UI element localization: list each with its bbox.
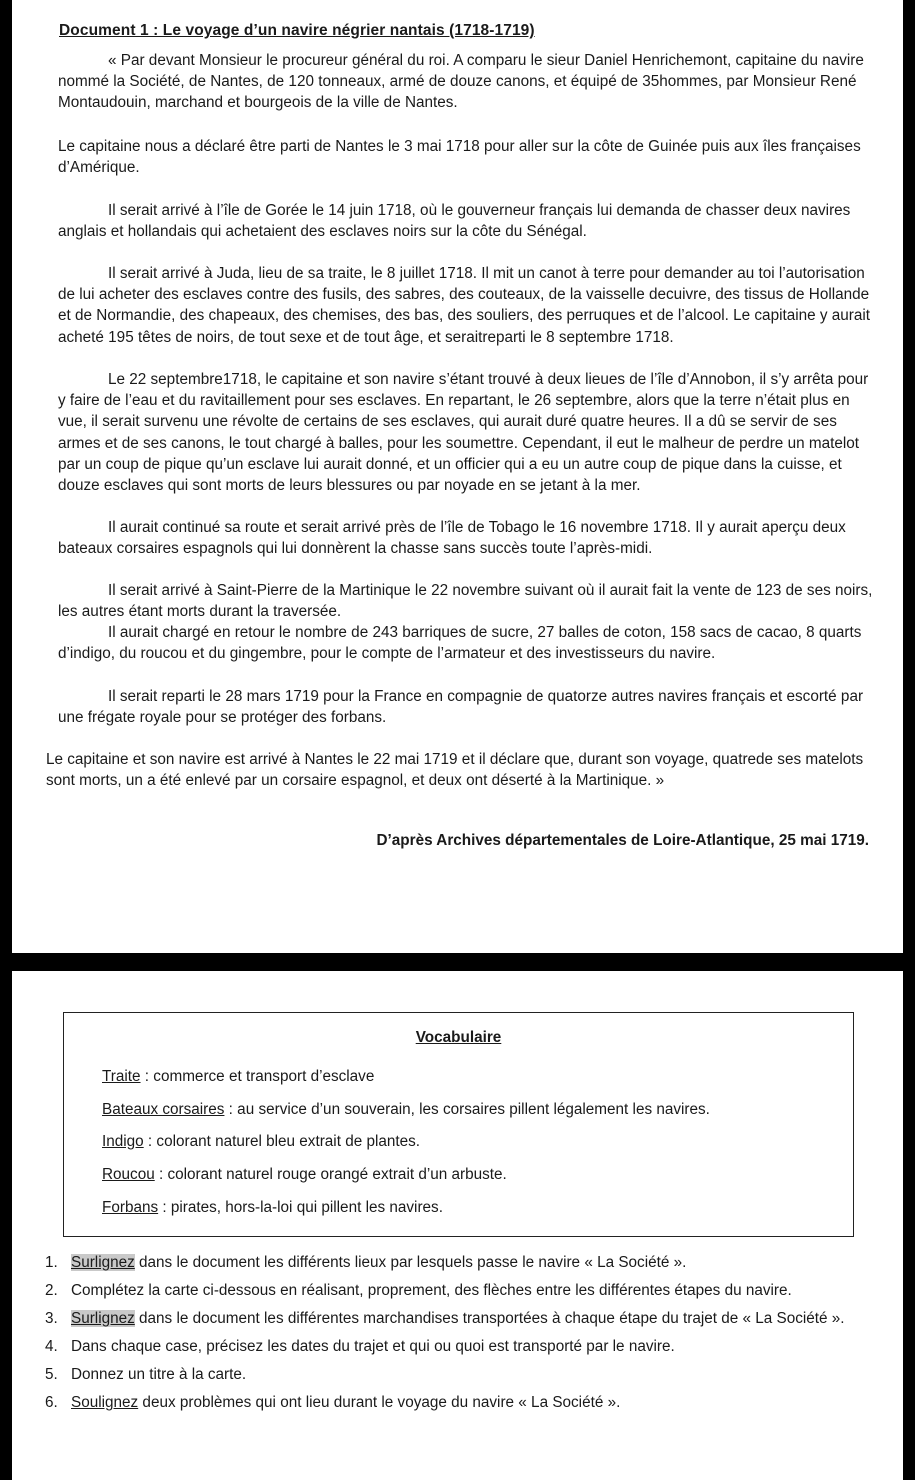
question-text: dans le document les différents lieux par lesquels passe le navire « La Société ».: [134, 1254, 687, 1271]
question-number: 3.: [45, 1310, 58, 1327]
vocab-definition: : commerce et transport d’esclave: [140, 1068, 375, 1085]
question-item: [45, 1393, 873, 1413]
vocabulary-box: [63, 1012, 854, 1237]
document-title: Document 1 : Le voyage d’un navire négrier nantais (1718-1719): [59, 22, 535, 39]
question-item: [45, 1309, 873, 1329]
question-text: Complétez la carte ci-dessous en réalisant, proprement, des flèches entre les différentes étapes du navire.: [71, 1282, 792, 1299]
question-item: [45, 1253, 873, 1273]
question-verb: Surlignez: [71, 1254, 135, 1271]
vocab-item-roucou: [102, 1166, 507, 1184]
paragraph-annobon: Le 22 septembre1718, le capitaine et son navire s’étant trouvé à deux lieues de l’île d’Annobon, il s’y arrêta pour y faire de l’eau et du ravitaillement pour ses esclaves. En repartant, le 26 septembre, alors que la terre n’était plus en vue, il serait survenu une révolte de certains de ses esclaves, qui aurait duré quatre heures. Il a dû se servir de ses armes et de ses canons, le tout chargé à balles, pour les soumettre. Cependant, il eut le malheur de perdre un matelot par un coup de pique qu’un esclave lui aurait donné, et un officier qui a eu un autre coup de pique dans la cuisse, et douze esclaves qui sont morts de leurs blessures ou par noyade en se jetant à la mer.: [58, 371, 869, 495]
question-text: deux problèmes qui ont lieu durant le voyage du navire « La Société ».: [138, 1394, 621, 1411]
vocab-item-traite: [102, 1068, 374, 1086]
paragraph-juda: Il serait arrivé à Juda, lieu de sa traite, le 8 juillet 1718. Il mit un canot à terre pour demander au toi l’autorisation de lui acheter des esclaves contre des fusils, des sabres, des couteaux, de la vaisselle decuivre, des tissus de Hollande et de Normandie, des chapeaux, des chemises, des bas, des souliers, des perruques et de l’alcool. Le capitaine y aurait acheté 195 têtes de noirs, de tout sexe et de tout âge, et seraitreparti le 8 septembre 1718.: [58, 265, 871, 346]
paragraph-cargo: Il aurait chargé en retour le nombre de 243 barriques de sucre, 27 balles de coton, 158 sacs de cacao, 8 quarts d’indigo, du roucou et du gingembre, pour le compte de l’armateur et des investisseurs du navire.: [58, 624, 862, 663]
vocab-definition: : colorant naturel rouge orangé extrait d’un arbuste.: [154, 1166, 507, 1183]
question-number: 4.: [45, 1338, 58, 1355]
paragraph-martinique: Il serait arrivé à Saint-Pierre de la Martinique le 22 novembre suivant où il aurait fait la vente de 123 de ses noirs, les autres étant morts durant la traversée.: [58, 582, 873, 621]
question-number: 6.: [45, 1394, 58, 1411]
paragraph-tobago: Il aurait continué sa route et serait arrivé près de l’île de Tobago le 16 novembre 1718. Il y aurait aperçu deux bateaux corsaires espagnols qui lui donnèrent la chasse sans succès toute l’après-midi.: [58, 519, 846, 558]
paragraph-departure: Le capitaine nous a déclaré être parti de Nantes le 3 mai 1718 pour aller sur la côte de Guinée puis aux îles françaises d’Amérique.: [58, 138, 861, 177]
paragraph-goree: Il serait arrivé à l’île de Gorée le 14 juin 1718, où le gouverneur français lui demanda de chasser deux navires anglais et hollandais qui achetaient des esclaves noirs sur la côte du Sénégal.: [58, 202, 851, 241]
question-list: [45, 1253, 873, 1421]
vocab-definition: : au service d’un souverain, les corsaires pillent légalement les navires.: [224, 1101, 710, 1118]
paragraph-intro: « Par devant Monsieur le procureur général du roi. A comparu le sieur Daniel Henrichemont, capitaine du navire nommé la Société, de Nantes, de 120 tonneaux, armé de douze canons, et équipé de 35hommes, par Monsieur René Montaudouin, marchand et bourgeois de la ville de Nantes.: [58, 52, 864, 112]
vocab-definition: : pirates, hors-la-loi qui pillent les navires.: [158, 1199, 443, 1216]
document-source: D’après Archives départementales de Loire-Atlantique, 25 mai 1719.: [376, 832, 869, 849]
question-number: 2.: [45, 1282, 58, 1299]
question-verb: Surlignez: [71, 1310, 135, 1327]
question-number: 1.: [45, 1254, 58, 1271]
vocab-term: Traite: [102, 1068, 141, 1085]
vocab-item-forbans: [102, 1199, 443, 1217]
paragraph-arrival: Le capitaine et son navire est arrivé à Nantes le 22 mai 1719 et il déclare que, durant son voyage, quatrede ses matelots sont morts, un a été enlevé par un corsaire espagnol, et deux ont déserté à la Martinique. »: [46, 751, 864, 790]
paragraph-return: Il serait reparti le 28 mars 1719 pour la France en compagnie de quatorze autres navires français et escorté par une frégate royale pour se protéger des forbans.: [58, 688, 864, 727]
question-number: 5.: [45, 1366, 58, 1383]
document-page: [12, 0, 903, 953]
question-item: [45, 1337, 873, 1357]
vocab-term: Indigo: [102, 1133, 144, 1150]
worksheet-page: [12, 971, 903, 1480]
vocab-item-indigo: [102, 1133, 420, 1151]
question-verb: Soulignez: [71, 1394, 139, 1411]
question-text: Donnez un titre à la carte.: [71, 1366, 247, 1383]
vocab-item-corsaires: [102, 1101, 710, 1119]
vocab-term: Roucou: [102, 1166, 155, 1183]
vocab-term: Forbans: [102, 1199, 159, 1216]
vocab-term: Bateaux corsaires: [102, 1101, 225, 1118]
vocab-definition: : colorant naturel bleu extrait de plantes.: [143, 1133, 421, 1150]
question-text: dans le document les différentes marchandises transportées à chaque étape du trajet de « La Société ».: [134, 1310, 845, 1327]
question-text: Dans chaque case, précisez les dates du trajet et qui ou quoi est transporté par le navire.: [71, 1338, 675, 1355]
question-item: [45, 1281, 873, 1301]
vocabulary-title: Vocabulaire: [415, 1029, 502, 1046]
question-item: [45, 1365, 873, 1385]
